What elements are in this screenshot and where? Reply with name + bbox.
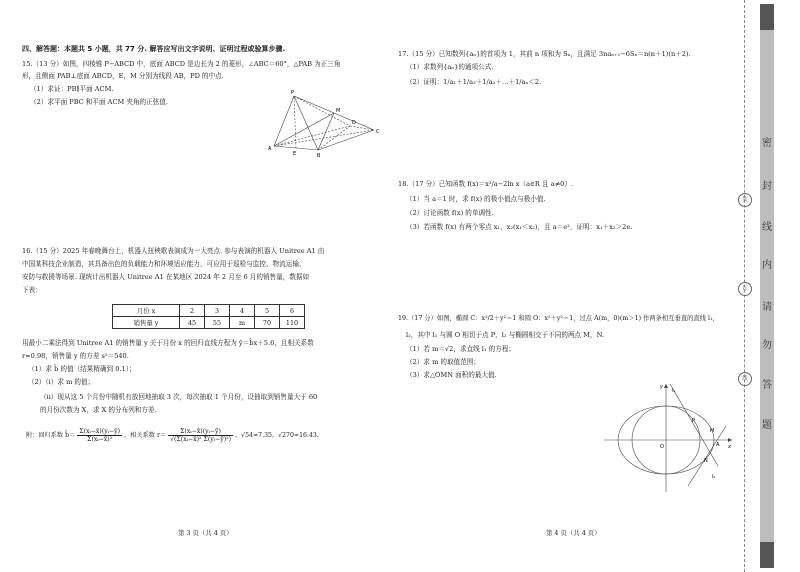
q19-part3: （3）求△OMN 面积的最大值. xyxy=(406,371,497,379)
q16-part4: 的月份次数为 X，求 X 的分布列和方差. xyxy=(40,406,157,414)
label-l1: l₁ xyxy=(672,388,676,394)
r-fraction xyxy=(168,428,233,443)
label-y: y xyxy=(660,384,663,390)
label-o: O xyxy=(660,444,664,450)
pyramid-figure xyxy=(260,88,390,160)
q15-line2: 形，且侧面 PAB⊥底面 ABCD，E，M 分别为线段 AB，PD 的中点. xyxy=(22,72,224,80)
q16-part2: （2）（ⅰ）求 m 的值； xyxy=(28,378,95,386)
q15-part1: （1）求证：PB∥平面 ACM. xyxy=(30,85,114,93)
seal-circle-mark: 装 xyxy=(738,193,752,207)
sales-table xyxy=(112,304,305,329)
seal-char: 线 xyxy=(762,222,772,233)
table-cell: 70 xyxy=(255,317,280,329)
seal-char: 内 xyxy=(762,260,772,271)
table-cell: 3 xyxy=(205,305,230,317)
seal-char: 封 xyxy=(762,181,772,192)
q17-part2: （2）证明：1/a₁＋1/a₂＋1/a₃＋…＋1/aₙ＜2. xyxy=(406,78,542,86)
q18-part2: （2）讨论函数 f(x) 的单调性. xyxy=(406,209,494,217)
q19-part2: （2）求 m 的取值范围； xyxy=(406,358,480,366)
table-row xyxy=(113,317,305,329)
label-n: N xyxy=(704,458,708,464)
seal-char: 密 xyxy=(762,138,772,149)
left-page xyxy=(0,0,392,572)
q19-line1: 19.（17 分）如图，椭圆 C：x²/2＋y²＝1 和圆 O：x²＋y²＝1，过点 A(m，0)(m＞1) 作两条相互垂直的直线 l₁， xyxy=(398,315,719,322)
label-p: P xyxy=(692,418,696,424)
label-m: M xyxy=(336,108,341,114)
q15-part2: （2）求平面 PBC 和平面 ACM 夹角的正弦值. xyxy=(30,98,168,106)
q16-part3: （ⅱ）现从这 5 个月份中随机有放回地抽取 3 次，每次抽取 1 个月份，设抽取到销售量大于 60 xyxy=(40,393,318,401)
seal-strip-bottom xyxy=(760,542,774,568)
seal-char: 请 xyxy=(762,302,772,313)
section-title: 四、解答题：本题共 5 小题，共 77 分. 解答应写出文字说明、证明过程或验算步骤. xyxy=(22,45,286,53)
label-a: A xyxy=(268,146,272,152)
ref-mid: ，相关系数 r＝ xyxy=(124,432,167,439)
label-x: x xyxy=(728,444,731,450)
ref-suffix: ，√54≈7.35，√270≈16.43. xyxy=(234,432,319,439)
label-a: A xyxy=(716,442,720,448)
q16-part1: （1）求 b̂ 的值（结果精确到 0.1）； xyxy=(28,365,136,373)
label-p: P xyxy=(291,90,295,96)
seal-circle-mark: 订 xyxy=(738,282,752,296)
q19-line2: l₂，其中 l₁ 与圆 O 相切于点 P，l₂ 与椭圆相交于不同的两点 M，N. xyxy=(406,331,605,339)
reference-formula xyxy=(26,428,319,443)
table-cell: 55 xyxy=(205,317,230,329)
seal-strip xyxy=(760,4,774,568)
seal-char: 答 xyxy=(762,380,772,391)
label-l2: l₂ xyxy=(712,474,716,480)
q16-line1: 16.（15 分）2025 年春晚舞台上，机器人扭秧歌表演成为一大亮点. 参与表演的机器人 Unitree A1 由 xyxy=(22,247,325,255)
page-number-right: 第 4 页（共 4 页） xyxy=(546,529,601,537)
q18-line1: 18.（17 分）已知函数 f(x)＝x²/a−2ln x（a∈R 且 a≠0）. xyxy=(398,180,574,188)
label-e: E xyxy=(293,151,297,157)
q17-line1: 17.（15 分）已知数列{aₙ}的首项为 1，其前 n 项和为 Sₙ，且满足 3naₙ₊₁−6Sₙ＝n(n＋1)(n＋2). xyxy=(398,50,691,58)
label-b: B xyxy=(317,153,321,159)
seal-char: 题 xyxy=(762,420,772,431)
label-c: C xyxy=(376,129,380,135)
r-denominator: √(Σ(xᵢ−x̄)² Σ(yᵢ−ȳ)²) xyxy=(170,436,232,443)
label-d: D xyxy=(352,120,356,126)
table-cell: 110 xyxy=(280,317,305,329)
q19-part1: （1）若 m＝√2，求直线 l₁ 的方程； xyxy=(406,345,516,353)
table-cell: 4 xyxy=(230,305,255,317)
table-cell: 45 xyxy=(180,317,205,329)
table-cell: 月份 x xyxy=(113,305,180,317)
table-cell: 2 xyxy=(180,305,205,317)
table-cell: 6 xyxy=(280,305,305,317)
b-numerator: Σ(xᵢ−x̄)(yᵢ−ȳ) xyxy=(79,428,121,435)
q16-line3: 安防与救援等场景. 现统计出机器人 Unitree A1 在某地区 2024 年 2 月至 6 月的销售量，数据如 xyxy=(22,273,310,281)
q18-part1: （1）当 a＝1 时，求 f(x) 的极小值点与极小值. xyxy=(406,195,546,203)
q16-line6: r≈0.98，销售量 y 的方差 s²＝540. xyxy=(22,352,129,360)
q18-part3: （3）若函数 f(x) 有两个零点 x₁，x₂(x₁＜x₂)，且 a＝e²，证明：x₁＋x₂＞2e. xyxy=(406,223,633,231)
q16-line4: 下表： xyxy=(22,286,42,294)
q16-line2: 中国某科技企业制造，其具备出色的负载能力和环境适应能力，可应用于巡检与监控、物流运输、 xyxy=(22,260,306,268)
right-page xyxy=(392,0,744,572)
q15-line1: 15.（13 分）如图，四棱锥 P−ABCD 中，底面 ABCD 是边长为 2 的菱形，∠ABC＝60°，△PAB 为正三角 xyxy=(22,60,341,68)
seal-char: 勿 xyxy=(762,340,772,351)
q17-part1: （1）求数列{aₙ}的通项公式. xyxy=(406,63,494,71)
page-number-left: 第 3 页（共 4 页） xyxy=(178,529,233,537)
seal-circle-mark: 线 xyxy=(738,372,752,386)
label-m: M xyxy=(710,428,715,434)
b-denominator: Σ(xᵢ−x̄)² xyxy=(87,436,113,443)
q16-line5: 用最小二乘法得到 Unitree A1 的销售量 y 关于月份 x 的回归直线方程为 ŷ＝b̂x＋5.6，且相关系数 xyxy=(22,339,314,347)
table-row xyxy=(113,305,305,317)
b-fraction xyxy=(77,428,122,443)
ref-prefix: 附：回归系数 b̂＝ xyxy=(26,432,76,439)
table-cell: 5 xyxy=(255,305,280,317)
ellipse-figure xyxy=(600,378,736,498)
table-cell: m xyxy=(230,317,255,329)
seal-strip-top xyxy=(760,4,774,30)
r-numerator: Σ(xᵢ−x̄)(yᵢ−ȳ) xyxy=(168,428,233,436)
table-cell: 销售量 y xyxy=(113,317,180,329)
